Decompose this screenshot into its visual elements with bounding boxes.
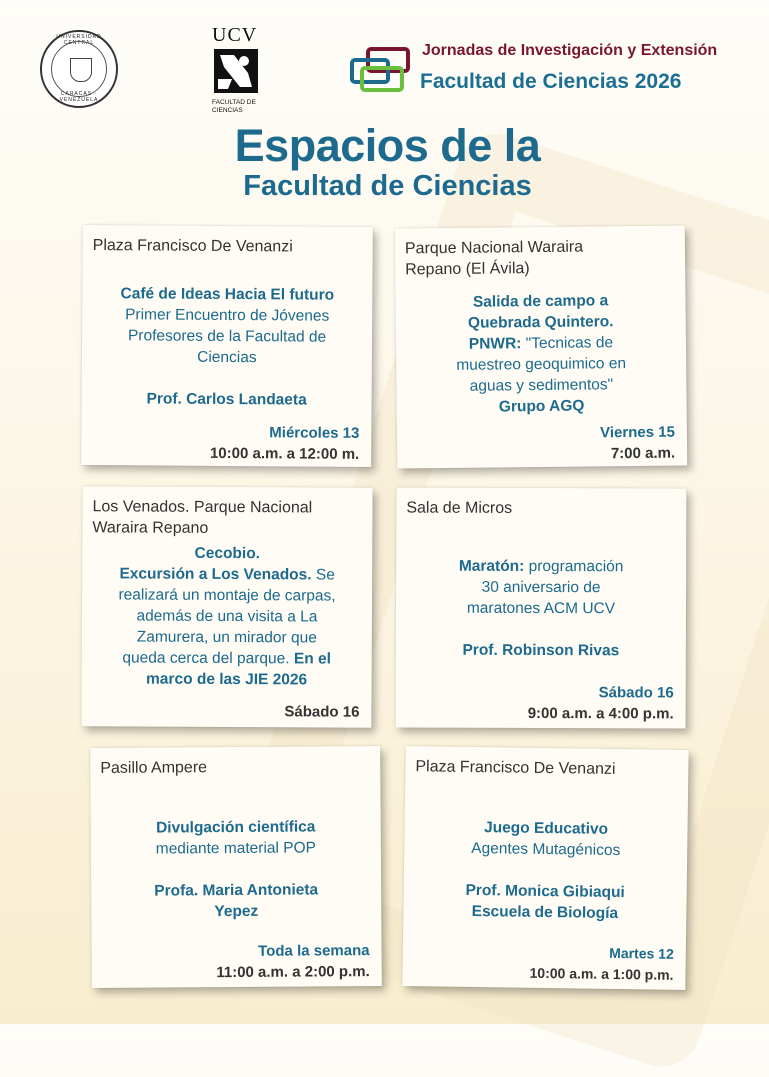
card-desc-2: 30 aniversario de	[481, 578, 601, 597]
card-desc-1: programación	[524, 557, 624, 576]
card-location	[92, 496, 312, 539]
card-desc-4: Zamurera, un mirador que	[136, 628, 317, 647]
card-speaker-2: Yepez	[214, 902, 259, 921]
card-location-1: Los Venados. Parque Nacional	[92, 498, 313, 517]
card-desc-1: "Tecnicas de	[521, 334, 614, 353]
card-body	[413, 816, 677, 925]
card-body	[101, 816, 372, 923]
card-org: Cecobio.	[194, 544, 261, 563]
card-speaker-1: Prof. Monica Gibiaqui	[465, 881, 625, 902]
event-card-divulgacion	[90, 746, 382, 988]
card-desc-3: maratones ACM UCV	[466, 599, 616, 618]
card-schedule	[529, 942, 674, 986]
ucv-mark-icon	[214, 49, 258, 93]
card-desc-1: Primer Encuentro de Jóvenes	[125, 306, 330, 325]
page-title-line1: Espacios de la	[234, 120, 541, 171]
card-speaker: Prof. Robinson Rivas	[462, 641, 620, 660]
event-name-line1: Jornadas de Investigación y Extensión	[422, 42, 718, 59]
event-card-excursion-los-venados	[81, 486, 372, 728]
seal-text-top: UNIVERSIDAD CENTRAL	[56, 34, 102, 46]
ucv-subtitle-1: FACULTAD DE	[212, 99, 256, 106]
card-time: 11:00 a.m. a 2:00 p.m.	[216, 963, 370, 982]
card-schedule	[600, 422, 675, 465]
card-desc-1: mediante material POP	[155, 839, 317, 858]
card-title-2: Quebrada Quintero.	[467, 313, 614, 332]
card-location-2: Repano (El Ávila)	[405, 260, 530, 279]
card-title: Juego Educativo	[483, 819, 609, 838]
card-speaker-2: Escuela de Biología	[471, 902, 619, 923]
card-day: Miércoles 13	[269, 424, 360, 442]
ucv-logo	[212, 24, 262, 114]
card-day: Sábado 16	[284, 703, 360, 721]
card-time: 10:00 a.m. a 12:00 m.	[209, 444, 360, 463]
card-day: Sábado 16	[598, 684, 674, 702]
page-title-line2: Facultad de Ciencias	[243, 170, 532, 202]
card-desc-5: queda cerca del parque.	[122, 649, 290, 668]
card-day: Martes 12	[609, 944, 674, 962]
card-body	[92, 283, 363, 411]
card-desc-7: marco de las JIE 2026	[145, 670, 308, 689]
card-location: Plaza Francisco De Venanzi	[415, 758, 616, 778]
card-speaker-1: Profa. Maria Antonieta	[154, 881, 319, 900]
card-location: Pasillo Ampere	[100, 759, 208, 777]
card-title-1: Salida de campo a	[472, 292, 609, 311]
card-body	[405, 290, 676, 419]
card-body	[92, 542, 363, 690]
card-time: 7:00 a.m.	[610, 444, 676, 463]
card-time: 9:00 a.m. a 4:00 p.m.	[527, 704, 674, 723]
seal-text-bottom: CARACAS · VENEZUELA	[59, 91, 99, 103]
card-schedule	[210, 422, 360, 465]
ucv-subtitle-2: CIENCIAS	[212, 107, 243, 114]
card-desc-3: además de una visita a La	[136, 607, 318, 626]
event-card-cafe-de-ideas	[81, 225, 373, 467]
card-location-2: Waraira Repano	[92, 519, 209, 537]
card-speaker: Prof. Carlos Landaeta	[146, 390, 307, 409]
card-desc-2: muestreo geoquimico en	[456, 355, 627, 374]
event-card-maraton	[396, 487, 687, 728]
ucv-logo-title: UCV	[212, 24, 258, 46]
card-desc-1: Se	[311, 566, 335, 584]
card-desc-2: Profesores de la Facultad de	[127, 327, 327, 346]
event-card-salida-de-campo	[395, 225, 687, 468]
card-label: PNWR:	[468, 335, 522, 353]
card-schedule	[216, 940, 370, 983]
card-day: Toda la semana	[258, 942, 370, 960]
card-schedule	[528, 682, 674, 725]
university-seal-logo	[40, 30, 118, 108]
card-title: Maratón:	[458, 557, 525, 575]
event-card-juego-educativo	[402, 746, 688, 990]
seal-shield-icon	[70, 58, 92, 82]
card-desc-1: Agentes Mutagénicos	[471, 839, 621, 860]
card-title: Excursión a Los Venados.	[119, 565, 312, 584]
card-desc-3: aguas y sedimentos"	[469, 376, 614, 395]
card-time: 10:00 a.m. a 1:00 p.m.	[529, 964, 674, 983]
event-name-line2: Facultad de Ciencias 2026	[420, 70, 682, 93]
jie-logo-icon	[350, 46, 412, 94]
card-location	[405, 237, 584, 281]
card-desc-3: Ciencias	[197, 348, 257, 367]
card-desc-6: En el	[289, 650, 332, 668]
card-location: Sala de Micros	[406, 499, 513, 517]
card-schedule	[284, 701, 359, 722]
card-group: Grupo AGQ	[498, 397, 585, 416]
card-day: Viernes 15	[600, 423, 675, 442]
seal-inner-ring	[51, 41, 107, 97]
card-desc-2: realizará un montaje de carpas,	[118, 586, 336, 605]
card-title: Divulgación científica	[155, 818, 316, 837]
card-body	[406, 556, 676, 662]
card-location-1: Parque Nacional Waraira	[404, 238, 584, 258]
card-location: Plaza Francisco De Venanzi	[92, 237, 293, 256]
card-title: Café de Ideas Hacia El futuro	[120, 285, 335, 304]
